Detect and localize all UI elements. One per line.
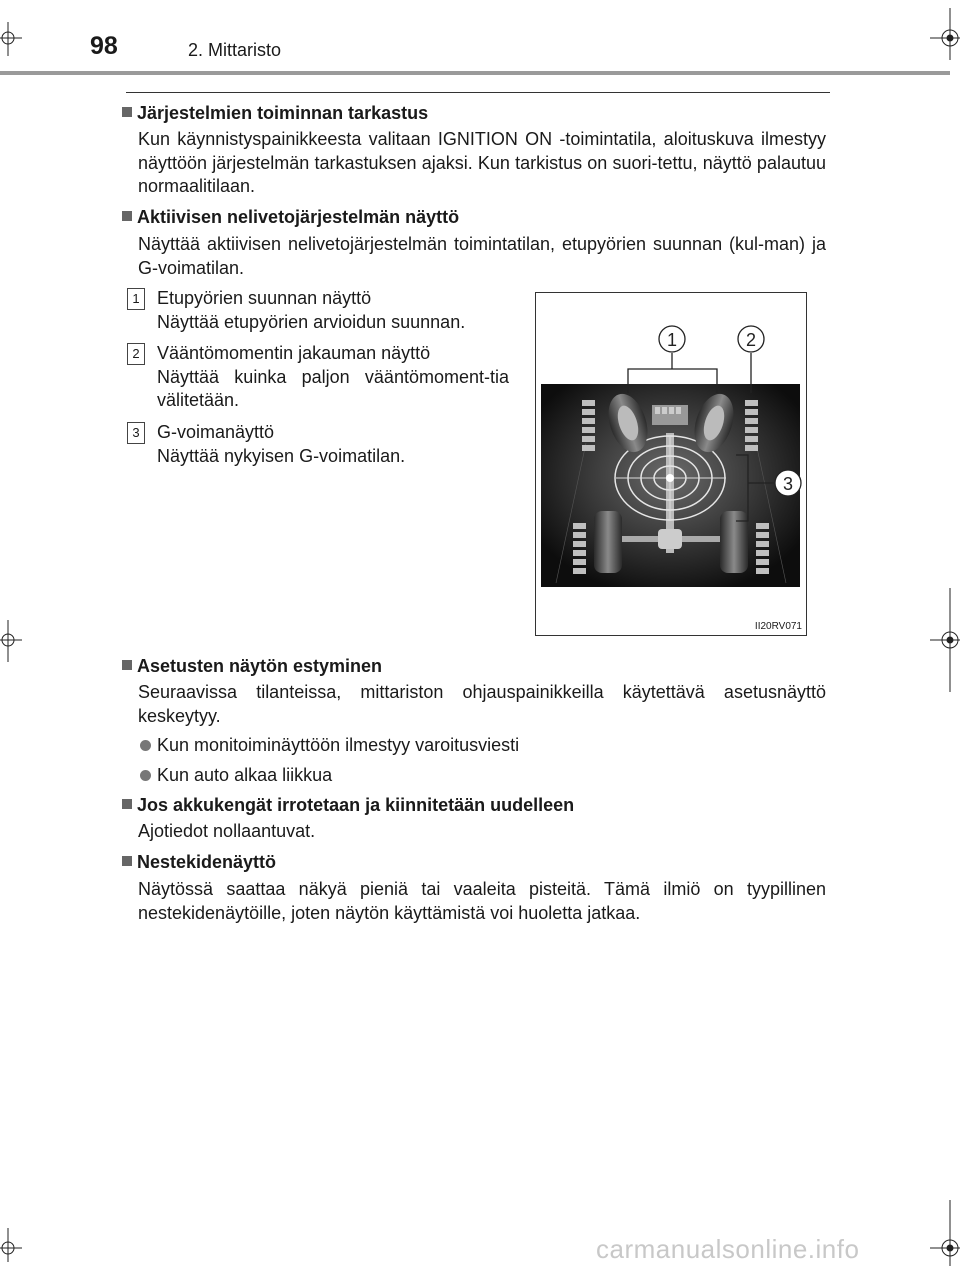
heading-text: Asetusten näytön estyminen — [137, 656, 383, 676]
section-text: Näytössä saattaa näkyä pieniä tai vaaleita pisteitä. Tämä ilmiö on tyypillinen nestekidenäytöille, joten näytön käyttämistä voi huoletta jatkaa. — [138, 879, 826, 923]
section-text: Ajotiedot nollaantuvat. — [138, 821, 316, 841]
awd-display-figure — [535, 292, 807, 636]
list-item — [140, 734, 519, 756]
square-bullet-icon — [122, 107, 132, 117]
section-rule — [126, 92, 830, 93]
section-heading — [122, 206, 459, 228]
item-title: Vääntömomentin jakauman näyttö — [157, 343, 431, 363]
item-number: 2 — [127, 343, 145, 365]
heading-text: Nestekidenäyttö — [137, 852, 277, 872]
watermark: carmanualsonline.info — [596, 1234, 860, 1264]
awd-display-illustration — [536, 293, 806, 635]
section-heading — [122, 655, 382, 677]
heading-text: Jos akkukengät irrotetaan ja kiinnitetään uudelleen — [137, 795, 575, 815]
section-text: Seuraavissa tilanteissa, mittariston ohjauspainikkeilla käytettävä asetusnäyttö keskeytyy. — [138, 682, 826, 726]
section-heading — [122, 851, 276, 873]
heading-text: Järjestelmien toiminnan tarkastus — [137, 103, 429, 123]
list-item-text: Kun auto alkaa liikkua — [157, 765, 333, 785]
square-bullet-icon — [122, 799, 132, 809]
section-text: Näyttää aktiivisen nelivetojärjestelmän toimintatilan, etupyörien suunnan (kul-man) ja G-voimatilan. — [138, 234, 826, 278]
circle-bullet-icon — [140, 740, 151, 751]
square-bullet-icon — [122, 856, 132, 866]
section-heading — [122, 794, 574, 816]
item-number: 1 — [127, 288, 145, 310]
square-bullet-icon — [122, 660, 132, 670]
circle-bullet-icon — [140, 770, 151, 781]
chapter-title: 2. Mittaristo — [188, 40, 282, 60]
item-desc: Näyttää kuinka paljon vääntömoment-tia välitetään. — [157, 366, 509, 410]
item-title: G-voimanäyttö — [157, 422, 275, 442]
item-desc: Näyttää etupyörien arvioidun suunnan. — [157, 311, 466, 332]
section-text: Kun käynnistyspainikkeesta valitaan IGNITION ON -toimintatila, aloituskuva ilmestyy näyttöön järjestelmän tarkastuksen ajaksi. Kun tarkistus on suori-tettu, näyttö palautuu normaalitilaan. — [138, 129, 826, 196]
list-item — [140, 764, 332, 786]
list-item-text: Kun monitoiminäyttöön ilmestyy varoitusviesti — [157, 735, 520, 755]
item-title: Etupyörien suunnan näyttö — [157, 288, 372, 308]
figure-code: II20RV071 — [754, 621, 802, 632]
header-rule — [0, 71, 950, 75]
section-heading — [122, 102, 428, 124]
callout-label-2: 2 — [745, 330, 757, 350]
numbered-item — [132, 287, 507, 334]
item-number: 3 — [127, 422, 145, 444]
square-bullet-icon — [122, 211, 132, 221]
item-desc: Näyttää nykyisen G-voimatilan. — [157, 445, 406, 466]
numbered-item — [132, 421, 507, 468]
callout-label-1: 1 — [666, 330, 678, 350]
callout-label-3: 3 — [782, 474, 794, 494]
heading-text: Aktiivisen nelivetojärjestelmän näyttö — [137, 207, 460, 227]
page-number: 98 — [90, 32, 118, 60]
numbered-item — [132, 342, 509, 413]
